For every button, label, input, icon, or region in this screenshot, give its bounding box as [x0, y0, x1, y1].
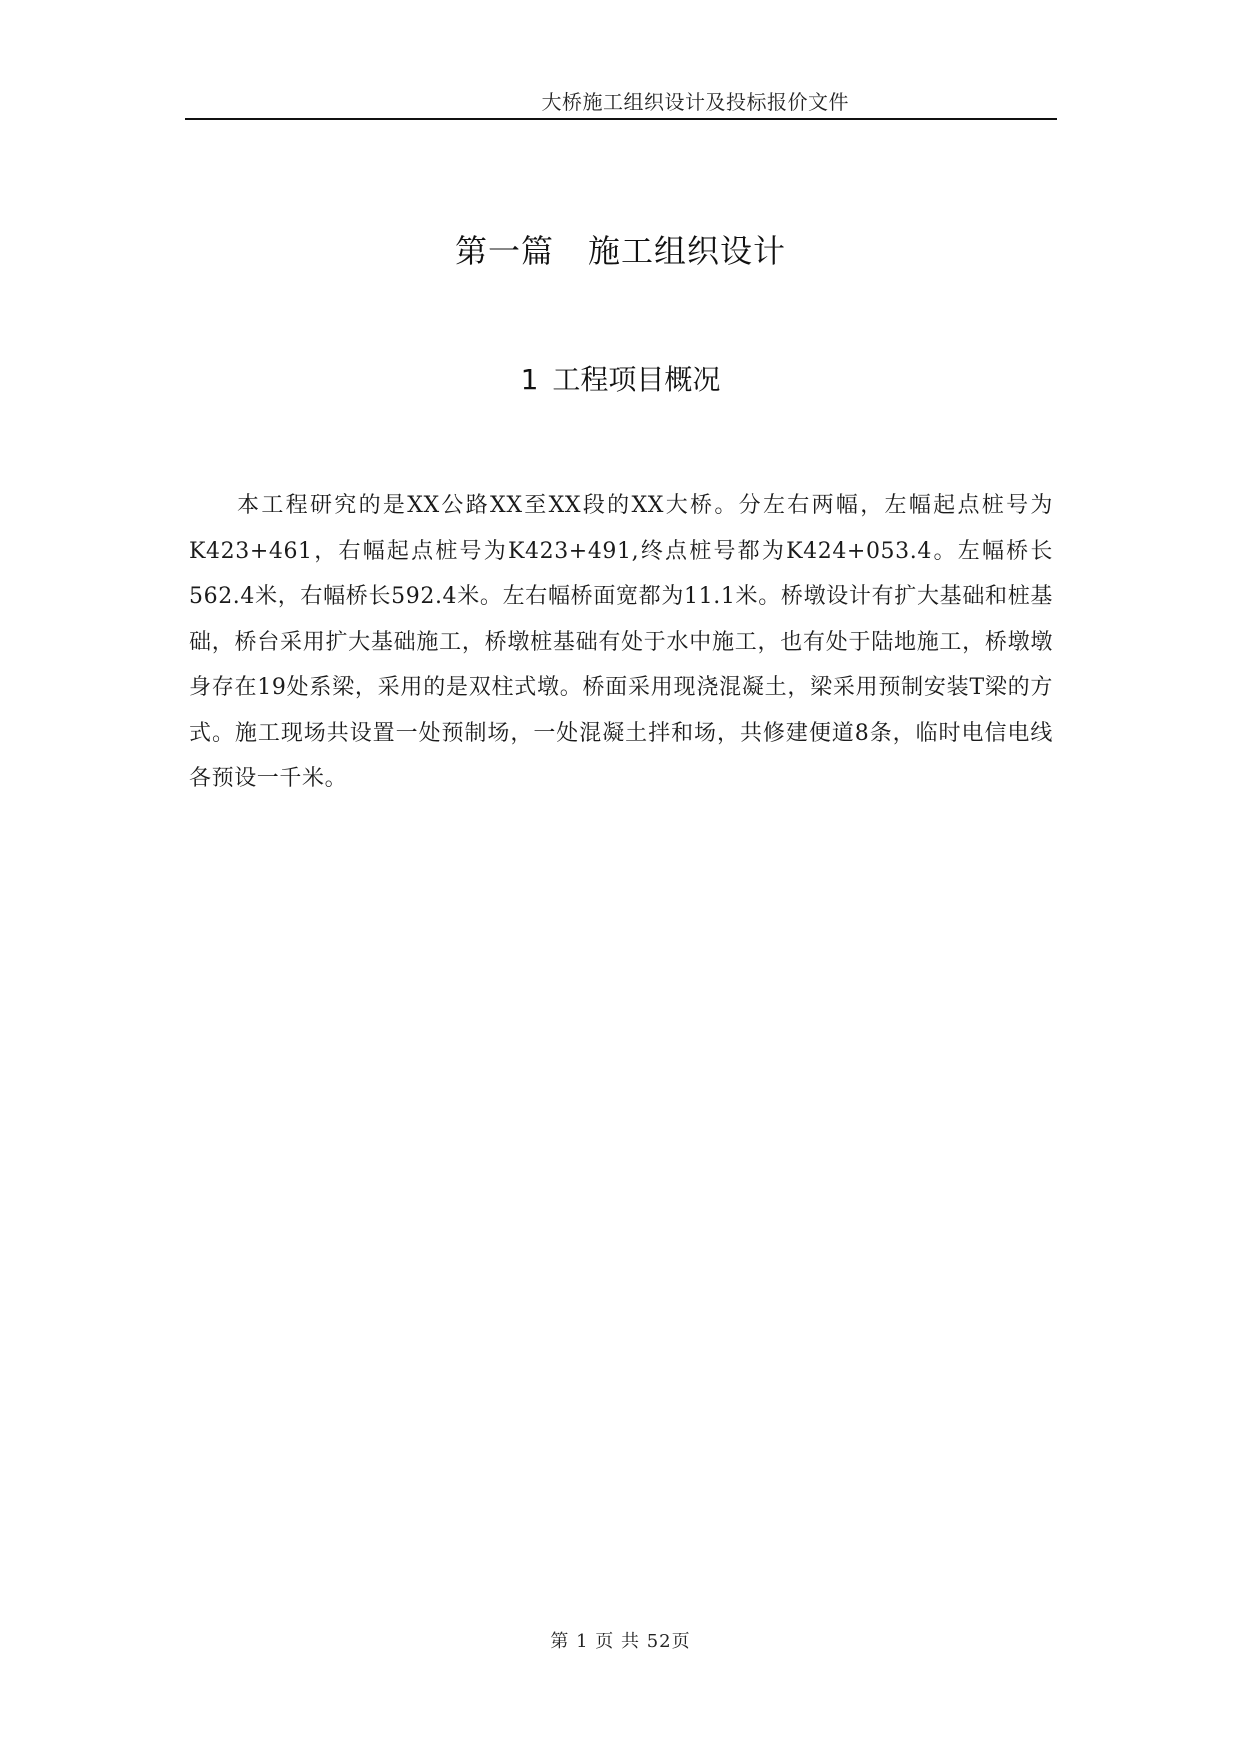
page-number: 第 1 页 共 52页	[550, 1631, 691, 1652]
section-title	[0, 358, 1241, 398]
part-name: 施工组织设计	[588, 232, 787, 270]
part-label: 第一篇	[454, 232, 554, 270]
section-number: 1	[520, 363, 539, 396]
running-header: 大桥施工组织设计及投标报价文件	[541, 90, 849, 114]
body-paragraph: 本工程研究的是XX公路XX至XX段的XX大桥。分左右两幅，左幅起点桩号为K423+461，右幅起点桩号为K423+491,终点桩号都为K424+053.4。左幅桥长562.4米，右幅桥长592.4米。左右幅桥面宽都为11.1米。桥墩设计有扩大基础和桩基础，桥台采用扩大基础施工，桥墩桩基础有处于水中施工，也有处于陆地施工，桥墩墩身存在19处系梁，采用的是双柱式墩。桥面采用现浇混凝土，梁采用预制安装T梁的方式。施工现场共设置一处预制场，一处混凝土拌和场，共修建便道8条，临时电信电线各预设一千米。	[189, 493, 1053, 791]
section-name: 工程项目概况	[552, 363, 721, 396]
part-title	[0, 226, 1241, 272]
header-rule	[185, 118, 1057, 120]
